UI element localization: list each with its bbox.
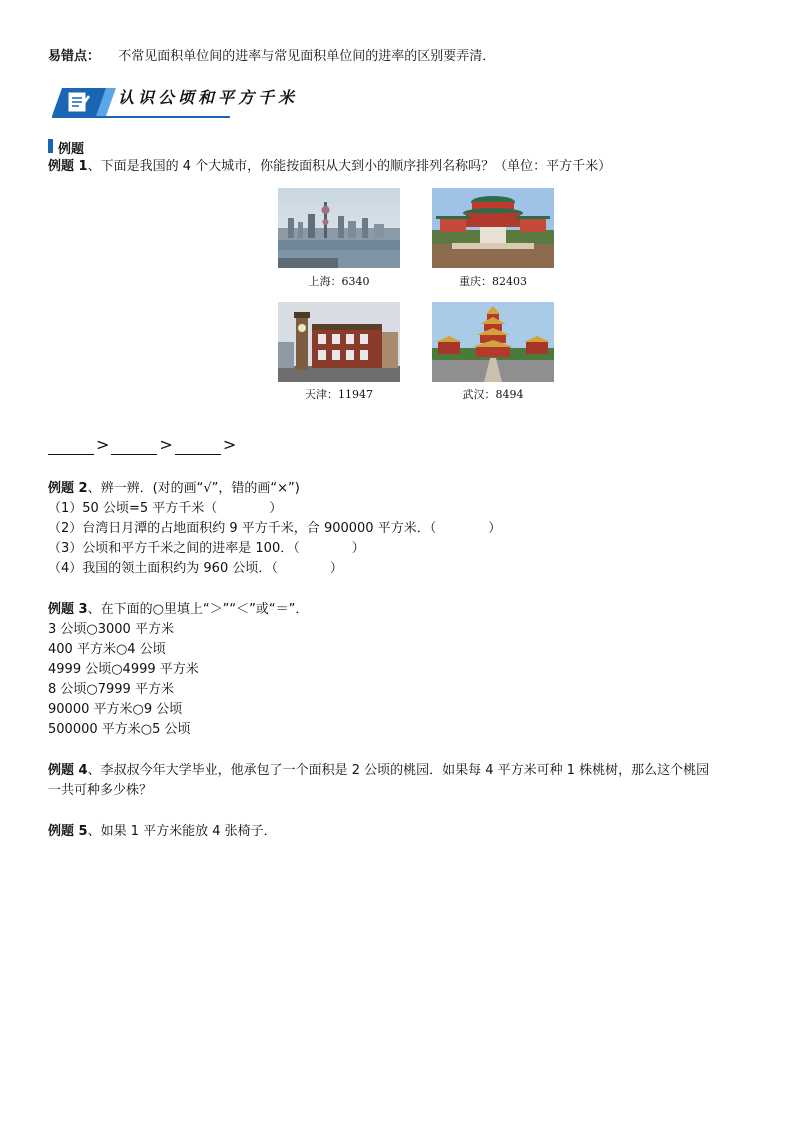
gt-sign-3: > bbox=[222, 435, 237, 454]
answer-blank-1[interactable] bbox=[48, 440, 94, 455]
ex2-item-1: （1）50 公顷=5 平方千米（ ） bbox=[48, 501, 283, 516]
ex5-text: 、如果 1 平方米能放 4 张椅子． bbox=[87, 824, 277, 839]
gt-sign-1: > bbox=[96, 435, 110, 454]
answer-blank-3[interactable] bbox=[175, 440, 221, 455]
banner-title: 认识公顷和平方千米 bbox=[118, 88, 299, 107]
ex3-text: 、在下面的○里填上“＞”“＜”或“＝”． bbox=[87, 602, 309, 617]
banner-underline bbox=[52, 116, 230, 118]
tianjin-photo bbox=[278, 302, 400, 382]
ex1-answer-line bbox=[48, 436, 238, 455]
ex2-item-3: （3）公顷和平方千米之间的进率是 100．（ ） bbox=[48, 541, 365, 556]
ex1-line bbox=[48, 158, 611, 176]
ex4-line-2: 一共可种多少株？ bbox=[48, 783, 153, 798]
ex3-item-5: 90000 平方米○9 公顷 bbox=[48, 702, 183, 717]
ex5-line bbox=[48, 823, 277, 841]
notepad-icon bbox=[66, 91, 92, 117]
ex3-label: 例题 3 bbox=[48, 602, 88, 617]
shanghai-caption: 上海：6340 bbox=[308, 275, 370, 288]
ex3-item-1: 3 公顷○3000 平方米 bbox=[48, 622, 174, 637]
gt-sign-2: > bbox=[159, 435, 173, 454]
ex5-label: 例题 5 bbox=[48, 824, 88, 839]
intro-label: 易错点： bbox=[48, 49, 101, 64]
section-marker bbox=[48, 139, 53, 153]
chongqing-photo bbox=[432, 188, 554, 268]
tianjin-caption: 天津：11947 bbox=[305, 388, 373, 401]
ex4-label: 例题 4 bbox=[48, 763, 88, 778]
wuhan-photo bbox=[432, 302, 554, 382]
ex3-item-6: 500000 平方米○5 公顷 bbox=[48, 722, 191, 737]
ex3-item-3: 4999 公顷○4999 平方米 bbox=[48, 662, 199, 677]
intro-text: 不常见面积单位间的进率与常见面积单位间的进率的区别要弄清． bbox=[118, 49, 496, 64]
ex2-line bbox=[48, 480, 300, 498]
section-title: 例题 bbox=[58, 142, 85, 157]
shanghai-photo bbox=[278, 188, 400, 268]
ex2-item-2: （2）台湾日月潭的占地面积约 9 平方千米，合 900000 平方米．（ ） bbox=[48, 521, 502, 536]
ex3-item-4: 8 公顷○7999 平方米 bbox=[48, 682, 174, 697]
ex2-item-4: （4）我国的领土面积约为 960 公顷．（ ） bbox=[48, 561, 343, 576]
answer-blank-2[interactable] bbox=[111, 440, 157, 455]
ex4-text: 、李叔叔今年大学毕业，他承包了一个面积是 2 公顷的桃园．如果每 4 平方米可种 1 株桃树，那么这个桃园 bbox=[87, 763, 710, 778]
ex2-text: 、辨一辨．(对的画“√”，错的画“×”) bbox=[87, 481, 300, 496]
ex3-item-2: 400 平方米○4 公顷 bbox=[48, 642, 166, 657]
intro-line bbox=[48, 48, 495, 66]
ex4-line bbox=[48, 762, 709, 780]
wuhan-caption: 武汉：8494 bbox=[462, 388, 524, 401]
ex2-label: 例题 2 bbox=[48, 481, 88, 496]
ex1-text: 、下面是我国的 4 个大城市，你能按面积从大到小的顺序排列名称吗？（单位：平方千米） bbox=[87, 159, 612, 174]
chongqing-caption: 重庆：82403 bbox=[459, 275, 527, 288]
ex3-line bbox=[48, 601, 308, 619]
ex1-label: 例题 1 bbox=[48, 159, 88, 174]
